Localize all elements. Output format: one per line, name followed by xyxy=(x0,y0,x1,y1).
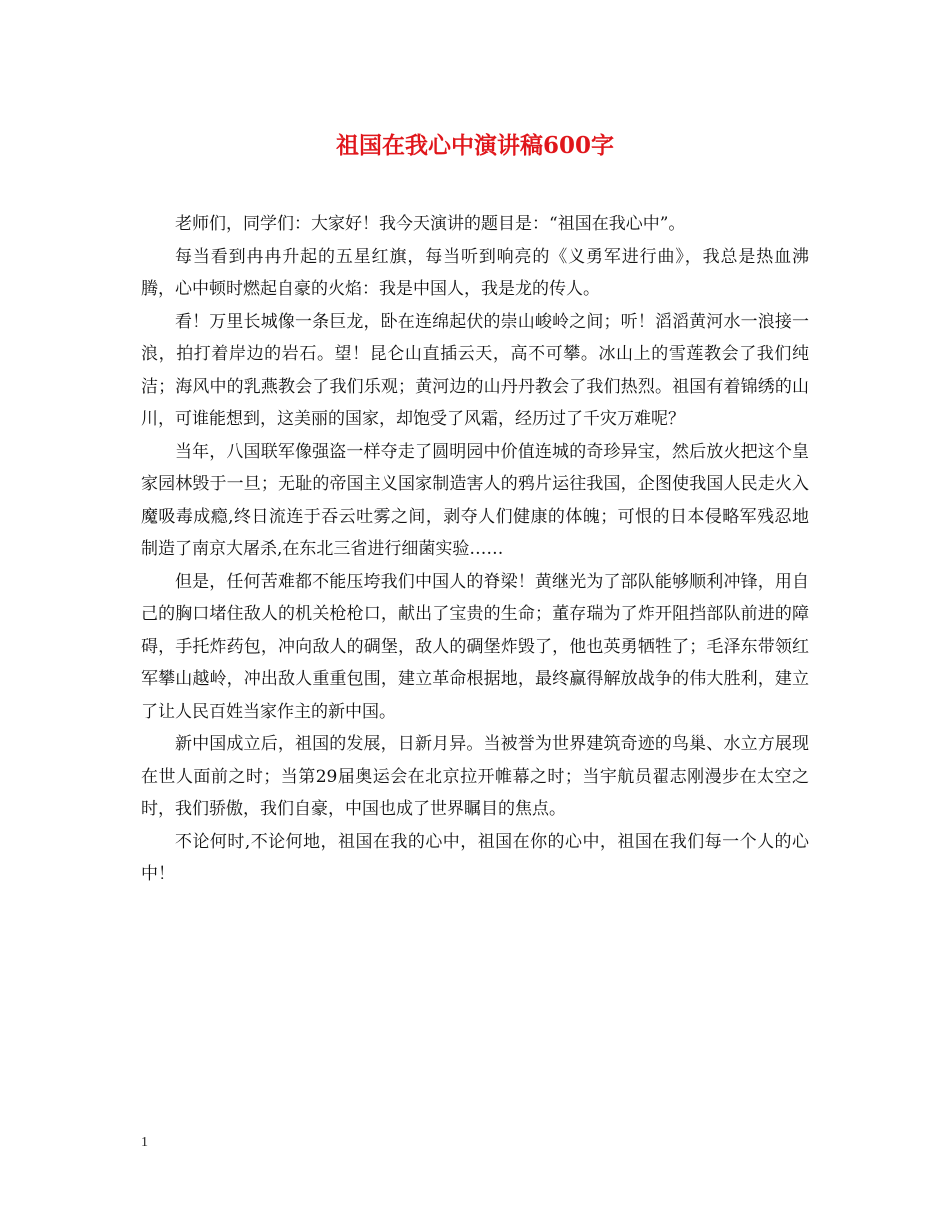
document-body xyxy=(141,208,809,891)
document-title: 祖国在我心中演讲稿600字 xyxy=(335,132,614,159)
paragraph-heroes: 但是，任何苦难都不能压垮我们中国人的脊梁！黄继光为了部队能够顺利冲锋，用自己的胸口堵住敌人的机关枪枪口，献出了宝贵的生命；董存瑞为了炸开阻挡部队前进的障碍，手托炸药包，冲向敌人的碉堡，敌人的碉堡炸毁了，他也英勇牺牲了；毛泽东带领红军攀山越岭，冲出敌人重重包围，建立革命根据地，最终赢得解放战争的伟大胜利，建立了让人民百姓当家作主的新中国。 xyxy=(141,571,809,722)
paragraph-new-china: 新中国成立后，祖国的发展，日新月异。当被誉为世界建筑奇迹的鸟巢、水立方展现在世人面前之时；当第29届奥运会在北京拉开帷幕之时；当宇航员翟志刚漫步在太空之时，我们骄傲，我们自豪，中国也成了世界瞩目的焦点。 xyxy=(141,734,809,819)
page-number: 1 xyxy=(141,1135,148,1150)
paragraph-conclusion: 不论何时,不论何地，祖国在我的心中，祖国在你的心中，祖国在我们每一个人的心中！ xyxy=(141,831,809,884)
paragraph-landscape: 看！万里长城像一条巨龙，卧在连绵起伏的崇山峻岭之间；听！滔滔黄河水一浪接一浪，拍打着岸边的岩石。望！昆仑山直插云天，高不可攀。冰山上的雪莲教会了我们纯洁；海风中的乳燕教会了我们乐观；黄河边的山丹丹教会了我们热烈。祖国有着锦绣的山川，可谁能想到，这美丽的国家，却饱受了风霜，经历过了千灾万难呢？ xyxy=(141,311,809,429)
paragraph-greeting: 老师们，同学们：大家好！我今天演讲的题目是：“祖国在我心中”。 xyxy=(175,214,686,234)
paragraph-history-suffering: 当年，八国联军像强盗一样夺走了圆明园中价值连城的奇珍异宝，然后放火把这个皇家园林毁于一旦；无耻的帝国主义国家制造害人的鸦片运往我国，企图使我国人民走火入魔吸毒成瘾,终日流连于吞云吐雾之间，剥夺人们健康的体魄；可恨的日本侵略军残忍地制造了南京大屠杀,在东北三省进行细菌实验…… xyxy=(141,441,809,559)
paragraph-flag-anthem: 每当看到冉冉升起的五星红旗，每当听到响亮的《义勇军进行曲》，我总是热血沸腾，心中顿时燃起自豪的火焰：我是中国人，我是龙的传人。 xyxy=(141,246,809,299)
